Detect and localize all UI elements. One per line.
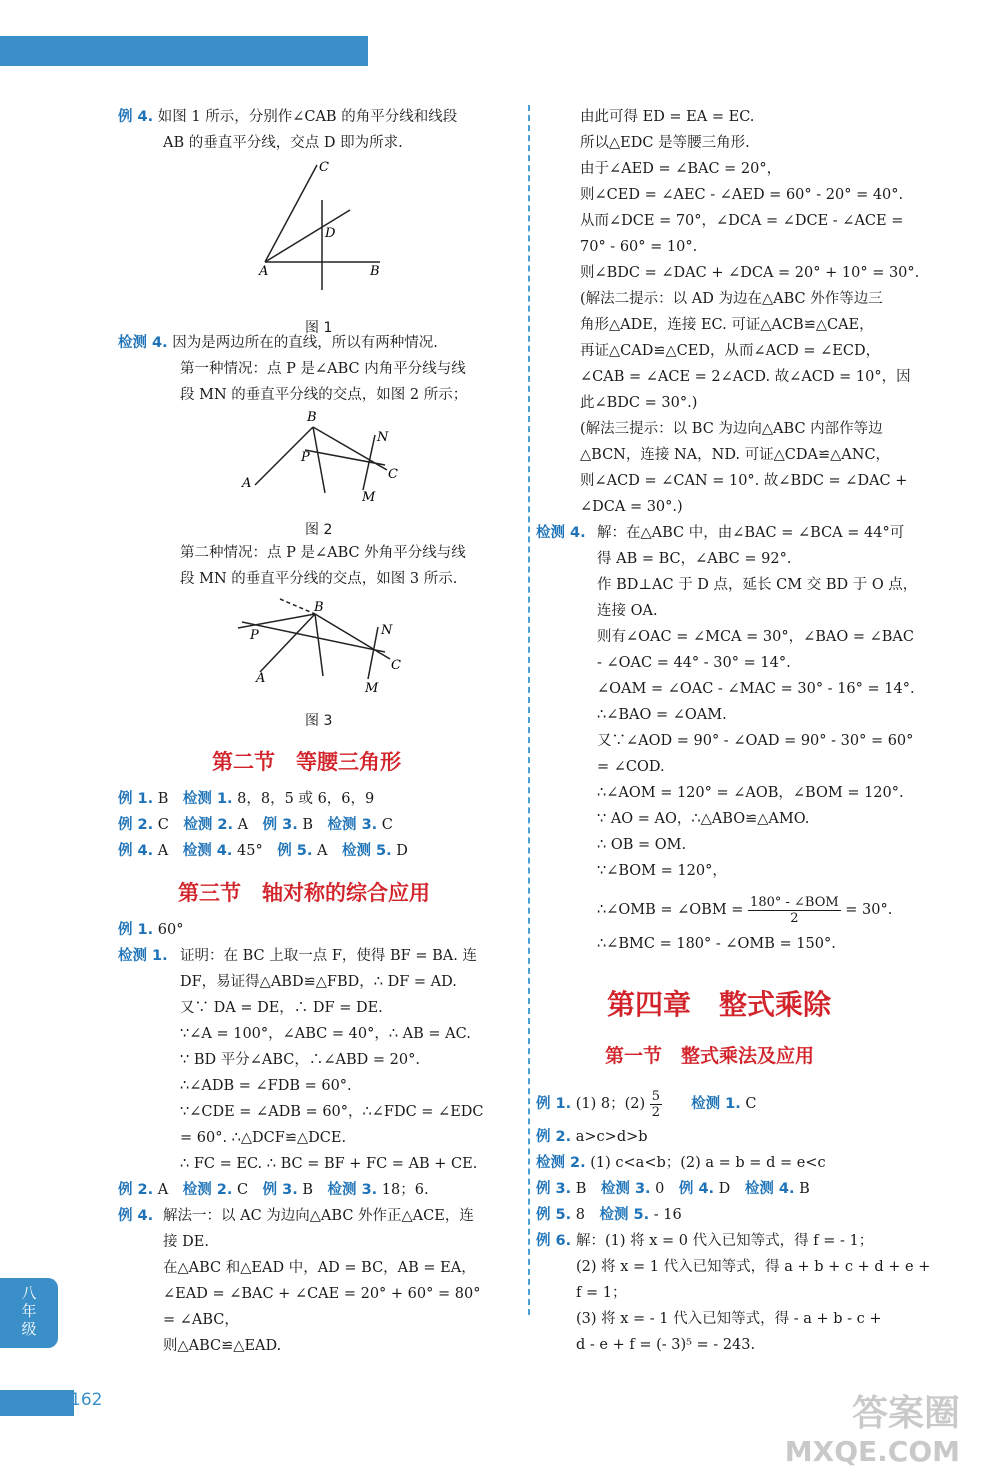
fig2-label-b: B <box>307 410 317 425</box>
r-top-3: 则∠CED = ∠AEC - ∠AED = 60° - 20° = 40°. <box>580 187 904 203</box>
s3-row2: 例 2. A 检测 2. C 例 3. B 检测 3. 18；6. <box>118 1182 429 1198</box>
s3-line-3: ∵∠A = 100°，∠ABC = 40°，∴ AB = AC. <box>180 1026 471 1042</box>
fig1-label-b: B <box>370 264 380 279</box>
fig2-label-n: N <box>377 430 389 445</box>
fig3-label-n: N <box>381 623 393 638</box>
fig3-segment-mn <box>368 627 378 679</box>
r-chk4-12: ∴ OB = OM. <box>597 837 687 853</box>
fig2-label-m: M <box>362 490 376 505</box>
fig3-label-a: A <box>256 671 266 686</box>
c4-row3: 例 3. B 检测 3. 0 例 4. D 检测 4. B <box>536 1181 810 1197</box>
r-omb-line: ∴∠OMB = ∠OBM = $\frac{\text{180° - ∠BOM}}{2}$ = 30°. <box>597 894 893 926</box>
c4-ex6-2: f = 1； <box>576 1285 627 1301</box>
c4-ex6-label: 例 6. <box>536 1233 572 1249</box>
r-top-13: △BCN，连接 NA，ND. 可证△CDA≌△ANC， <box>580 447 891 463</box>
c4-ex2: 例 2. a>c>d>b <box>536 1129 648 1145</box>
fig1-line-ac <box>265 165 317 262</box>
r-top-0: 由此可得 ED = EA = EC. <box>580 109 755 125</box>
r-top-5: 70° - 60° = 10°. <box>580 239 698 255</box>
s3-line-1: DF，易证得△ABD≌△FBD，∴ DF = AD. <box>180 974 457 990</box>
fig3-label-c: C <box>391 658 401 673</box>
r-chk4-11: ∵ AO = AO，∴△ABO≌△AMO. <box>597 811 810 827</box>
fig2-label-a: A <box>242 476 252 491</box>
s3-line-8: ∴ FC = EC. ∴ BC = BF + FC = AB + CE. <box>180 1156 478 1172</box>
r-top-6: 则∠BDC = ∠DAC + ∠DCA = 20° + 10° = 30°. <box>580 265 920 281</box>
fig3-perp-bisector <box>242 622 385 652</box>
chk4-line1: 检测 4. 因为是两边所在的直线，所以有两种情况. <box>118 335 438 351</box>
section2-title: 第二节 等腰三角形 <box>212 750 401 774</box>
fig3-inner-line <box>315 614 323 676</box>
chapter4-section1-title: 第一节 整式乘法及应用 <box>605 1045 815 1067</box>
r-top-1: 所以△EDC 是等腰三角形. <box>580 135 750 151</box>
fig1-bisector <box>265 210 350 262</box>
r-chk4-2: 作 BD⊥AC 于 D 点，延长 CM 交 BD 于 O 点， <box>597 577 918 593</box>
r-chk4-10: ∴∠AOM = 120° = ∠AOB，∠BOM = 120°. <box>597 785 904 801</box>
c4-ex6-4: d - e + f = (- 3)⁵ = - 243. <box>576 1337 756 1353</box>
chk4-line3: 段 MN 的垂直平分线的交点，如图 2 所示； <box>180 387 468 403</box>
r-chk4-3: 连接 OA. <box>597 603 658 619</box>
r-top-15: ∠DCA = 30°.) <box>580 499 683 515</box>
header-title: 学而思秘籍·初中数学培优课堂 <box>142 9 383 29</box>
fig3-label-b: B <box>314 600 324 615</box>
r-top-10: ∠CAB = ∠ACE = 2∠ACD. 故∠ACD = 10°，因 <box>580 369 911 385</box>
s2-row2: 例 2. C 检测 2. A 例 3. B 检测 3. C <box>118 817 393 833</box>
page-number: 162 <box>70 1390 103 1410</box>
r-top-2: 由于∠AED = ∠BAC = 20°， <box>580 161 782 177</box>
figure-2 <box>235 405 415 510</box>
grade-side-label: 八年级 <box>21 1284 37 1338</box>
fig3-label-p: P <box>250 628 259 643</box>
r-top-8: 角形△ADE，连接 EC. 可证△ACB≌△CAE， <box>580 317 874 333</box>
c4-row5: 例 5. 8 检测 5. - 16 <box>536 1207 682 1223</box>
ex4-line2: AB 的垂直平分线，交点 D 即为所求. <box>163 135 403 151</box>
chk4-line5: 段 MN 的垂直平分线的交点，如图 3 所示. <box>180 571 458 587</box>
r-top-14: 则∠ACD = ∠CAN = 10°. 故∠BDC = ∠DAC + <box>580 473 908 489</box>
fig2-bisector <box>313 427 325 493</box>
r-chk4-8: 又∵∠AOD = 90° - ∠OAD = 90° - 30° = 60° <box>597 733 914 749</box>
r-top-11: 此∠BDC = 30°.) <box>580 395 698 411</box>
s3-ex4-label: 例 4. <box>118 1208 154 1224</box>
s3-ex4-line-0: 解法一：以 AC 为边向△ABC 外作正△ACE，连 <box>163 1208 474 1224</box>
c4-ex1-fraction: $\frac{5}{2}$ <box>651 1088 661 1120</box>
r-chk4-7: ∴∠BAO = ∠OAM. <box>597 707 727 723</box>
c4-chk2: 检测 2. (1) c<a<b；(2) a = b = d = e<c <box>536 1155 826 1171</box>
s2-row1: 例 1. B 检测 1. 8，8，5 或 6，6，9 <box>118 791 375 807</box>
fig3-line-bc <box>315 614 390 659</box>
r-bmc-line: ∴∠BMC = 180° - ∠OMB = 150°. <box>597 936 836 952</box>
r-chk4-13: ∵∠BOM = 120°， <box>597 863 727 879</box>
s3-line-4: ∵ BD 平分∠ABC，∴∠ABD = 20°. <box>180 1052 420 1068</box>
s2-row3: 例 4. A 检测 4. 45° 例 5. A 检测 5. D <box>118 843 408 859</box>
s3-ex4-line-5: 则△ABC≌△EAD. <box>163 1338 282 1354</box>
r-chk4-label: 检测 4. <box>536 525 586 541</box>
c4-ex6-1: (2) 将 x = 1 代入已知等式，得 a + b + c + d + e + <box>576 1259 931 1275</box>
fig1-label-d: D <box>325 226 336 241</box>
watermark-line1: 答案圈 <box>851 1393 960 1434</box>
s3-line-0: 证明：在 BC 上取一点 F，使得 BF = BA. 连 <box>180 948 477 964</box>
fig2-perp-bisector <box>305 450 385 465</box>
s3-ex1: 例 1. 60° <box>118 922 184 938</box>
chk4-line2: 第一种情况：点 P 是∠ABC 内角平分线与线 <box>180 361 466 377</box>
c4-ex6-3: (3) 将 x = - 1 代入已知等式，得 - a + b - c + <box>576 1311 882 1327</box>
c4-ex1: 例 1. (1) 8；(2) $\frac{5}{2}$ 检测 1. C <box>536 1088 757 1120</box>
r-chk4-9: = ∠COD. <box>597 759 665 775</box>
chk4-line4: 第二种情况：点 P 是∠ABC 外角平分线与线 <box>180 545 466 561</box>
s3-line-2: 又∵ DA = DE，∴ DF = DE. <box>180 1000 383 1016</box>
s3-ex4-line-1: 接 DE. <box>163 1234 209 1250</box>
s3-line-7: = 60°. ∴△DCF≌△DCE. <box>180 1130 347 1146</box>
r-top-4: 从而∠DCE = 70°，∠DCA = ∠DCE - ∠ACE = <box>580 213 904 229</box>
fig3-caption: 图 3 <box>305 713 333 729</box>
header-bar <box>0 36 368 66</box>
fig2-label-p: P <box>301 450 310 465</box>
r-chk4-5: - ∠OAC = 44° - 30° = 14°. <box>597 655 791 671</box>
fig2-caption: 图 2 <box>305 522 333 538</box>
section3-title: 第三节 轴对称的综合应用 <box>178 881 430 905</box>
r-chk4-1: 得 AB = BC，∠ABC = 92°. <box>597 551 792 567</box>
r-top-9: 再证△CAD≌△CED，从而∠ACD = ∠ECD， <box>580 343 881 359</box>
r-chk4-0: 解：在△ABC 中，由∠BAC = ∠BCA = 44°可 <box>597 525 905 541</box>
figure-3 <box>230 594 415 699</box>
r-top-7: (解法二提示：以 AD 为边在△ABC 外作等边三 <box>580 291 883 307</box>
s3-chk1-label: 检测 1. <box>118 948 168 964</box>
fig1-label-a: A <box>259 264 269 279</box>
r-chk4-4: 则有∠OAC = ∠MCA = 30°，∠BAO = ∠BAC <box>597 629 915 645</box>
figure-1 <box>255 155 395 290</box>
c4-ex6-0: 解：(1) 将 x = 0 代入已知等式，得 f = - 1； <box>576 1233 874 1249</box>
fig3-label-m: M <box>365 681 379 696</box>
s3-line-6: ∵∠CDE = ∠ADB = 60°，∴∠FDC = ∠EDC <box>180 1104 484 1120</box>
r-top-12: (解法三提示：以 BC 为边向△ABC 内部作等边 <box>580 421 883 437</box>
omb-fraction: $\frac{\text{180° - ∠BOM}}{2}$ <box>750 894 839 926</box>
s3-ex4-line-2: 在△ABC 和△EAD 中，AD = BC，AB = EA， <box>163 1260 476 1276</box>
column-divider <box>528 105 532 1315</box>
s3-ex4-line-4: = ∠ABC， <box>163 1312 239 1328</box>
watermark-line2: MXQE.COM <box>784 1435 960 1468</box>
fig3-extension <box>280 599 315 614</box>
r-chk4-6: ∠OAM = ∠OAC - ∠MAC = 30° - 16° = 14°. <box>597 681 915 697</box>
s3-ex4-line-3: ∠EAD = ∠BAC + ∠CAE = 20° + 60° = 80° <box>163 1286 481 1302</box>
fig1-caption: 图 1 <box>305 320 333 336</box>
s3-line-5: ∴∠ADB = ∠FDB = 60°. <box>180 1078 352 1094</box>
watermark <box>785 1395 960 1471</box>
fig1-label-c: C <box>319 160 329 175</box>
footer-bar <box>0 1390 74 1416</box>
fig2-label-c: C <box>388 467 398 482</box>
chapter4-title: 第四章 整式乘除 <box>607 988 832 1021</box>
ex4-line1: 例 4. 如图 1 所示，分别作∠CAB 的角平分线和线段 <box>118 109 458 125</box>
